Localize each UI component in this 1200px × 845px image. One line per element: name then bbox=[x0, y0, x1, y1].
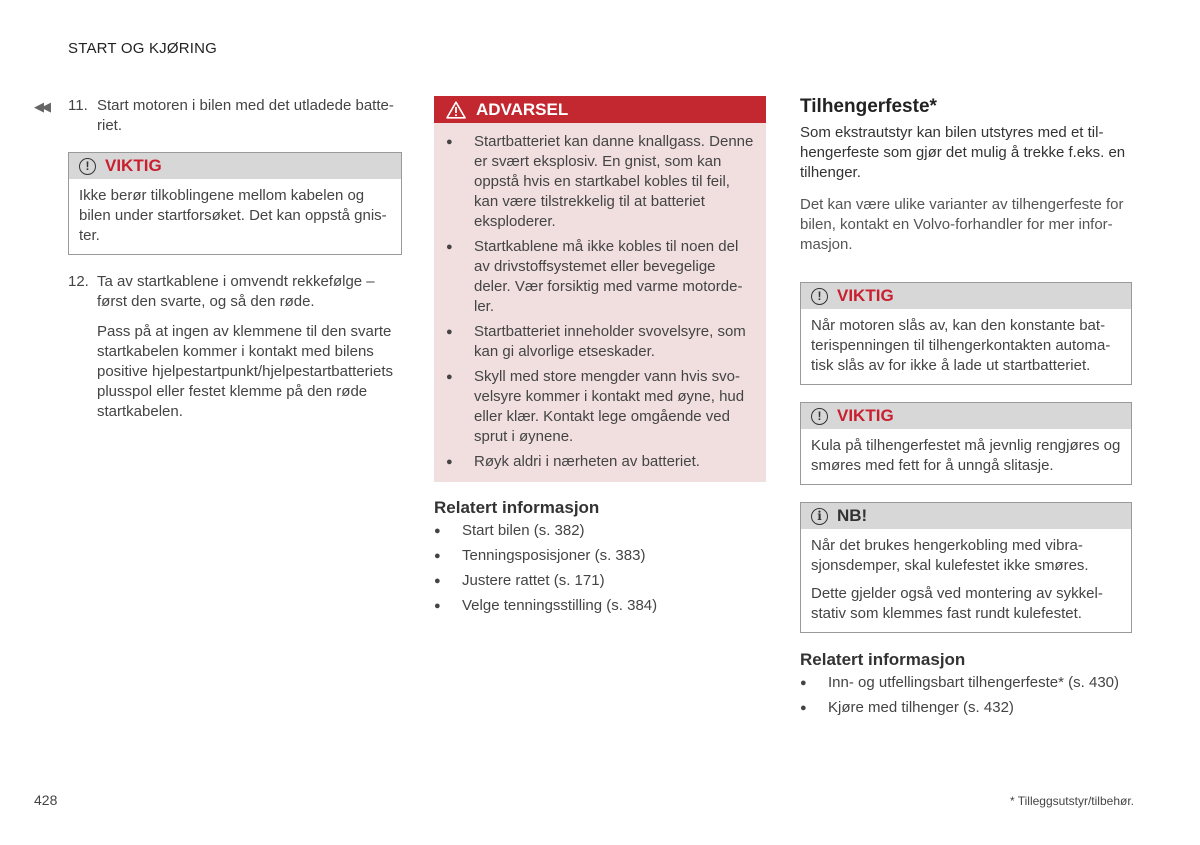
list-item: ● Startkablene må ikke kobles til noen del av drivstoffsystemet eller bevegelige deler. Vær forsiktig med varme motordeler. bbox=[446, 238, 743, 315]
exclamation-circle-icon: ! bbox=[811, 288, 828, 305]
related-info-list bbox=[434, 521, 766, 616]
page-number: 428 bbox=[34, 792, 58, 808]
important-label: VIKTIG bbox=[105, 156, 162, 175]
related-link[interactable]: ● Kjøre med tilhenger (s. 432) bbox=[800, 699, 1014, 716]
warning-label: ADVARSEL bbox=[476, 99, 569, 119]
step-number: 11. bbox=[68, 97, 88, 114]
bullet-icon: ● bbox=[800, 677, 807, 689]
step-number: 12. bbox=[68, 273, 89, 290]
related-info bbox=[434, 498, 766, 616]
bullet-icon: ● bbox=[434, 550, 441, 562]
related-link[interactable]: ● Start bilen (s. 382) bbox=[434, 522, 585, 539]
warning-box-header bbox=[434, 96, 766, 123]
list-item: ● Skyll med store mengder vann hvis svovelsyre kommer i kontakt med øyne, hud eller klær. Kontakt lege omgående ved sprut i øynene. bbox=[446, 368, 745, 445]
warning-triangle-icon bbox=[446, 101, 466, 119]
important-box bbox=[68, 152, 402, 255]
step-11 bbox=[34, 96, 404, 136]
note-box-header bbox=[801, 503, 1131, 529]
column-left bbox=[34, 96, 404, 422]
important-box bbox=[800, 282, 1132, 385]
bullet-icon: ● bbox=[446, 241, 453, 253]
section-header: START OG KJØRING bbox=[68, 40, 218, 57]
list-item: ● Røyk aldri i nærheten av batteriet. bbox=[446, 453, 700, 470]
exclamation-circle-icon: ! bbox=[811, 408, 828, 425]
important-text: Når motoren slås av, kan den konstante batterispenningen til tilhengerkontakten automatisk slås av for ikke å lade ut startbatteriet. bbox=[811, 317, 1111, 374]
bullet-icon: ● bbox=[434, 575, 441, 587]
related-link[interactable]: ● Justere rattet (s. 171) bbox=[434, 572, 605, 589]
important-box-header bbox=[801, 403, 1131, 429]
warning-box bbox=[434, 96, 766, 482]
step-text: Ta av startkablene i omvendt rekkefølge – først den svarte, og så den røde. bbox=[97, 273, 375, 310]
exclamation-circle-icon: ! bbox=[79, 158, 96, 175]
important-text: Ikke berør tilkoblingene mellom kabelen og bilen under startforsøket. Det kan oppstå gnister. bbox=[79, 187, 387, 244]
important-box-header bbox=[801, 283, 1131, 309]
related-info bbox=[800, 650, 1132, 718]
note-box-body bbox=[801, 529, 1131, 632]
bullet-icon: ● bbox=[446, 371, 453, 383]
important-text: Kula på tilhengerfestet må jevnlig rengjøres og smøres med fett for å unngå slitasje. bbox=[811, 437, 1121, 474]
related-link[interactable]: ● Inn- og utfellingsbart tilhengerfeste* (s. 430) bbox=[800, 674, 1119, 691]
info-circle-icon: i bbox=[811, 508, 828, 525]
list-item: ● Startbatteriet inneholder svovelsyre, som kan gi alvorlige etseskader. bbox=[446, 323, 746, 360]
related-link[interactable]: ● Tenningsposisjoner (s. 383) bbox=[434, 547, 646, 564]
note-text: Når det brukes hengerkobling med vibrasjonsdemper, skal kulefestet ikke smøres. bbox=[811, 537, 1089, 574]
bullet-icon: ● bbox=[446, 326, 453, 338]
related-info-list bbox=[800, 673, 1132, 718]
continued-icon: ◀◀ bbox=[34, 99, 48, 114]
intro-paragraph: Som ekstrautstyr kan bilen utstyres med et tilhengerfeste som gjør det mulig å trekke f.eks. en tilhenger. bbox=[800, 124, 1126, 181]
important-box-header bbox=[69, 153, 401, 179]
step-text: Start motoren i bilen med det utladede batteriet. bbox=[97, 97, 394, 134]
bullet-icon: ● bbox=[434, 600, 441, 612]
important-box bbox=[800, 402, 1132, 485]
footnote: * Tilleggsutstyr/tilbehør. bbox=[1009, 794, 1134, 808]
section-title: Tilhengerfeste* bbox=[800, 96, 937, 117]
step-12-note: Pass på at ingen av klemmene til den svarte startkabelen kommer i kontakt med bilens positive hjelpestartpunkt/hjelpestartbatteriets plusspol eller festet klemme på den røde startkabelen. bbox=[97, 323, 394, 420]
note-label: NB! bbox=[837, 506, 868, 525]
bullet-icon: ● bbox=[446, 136, 453, 148]
important-box-body bbox=[801, 429, 1131, 484]
column-middle bbox=[434, 96, 766, 616]
list-item: ● Startbatteriet kan danne knallgass. Denne er svært eksplosiv. En gnist, som kan oppstå hvis en startkabel kobles til feil, kan være tilstrekkelig til at batteriet eksploderer. bbox=[446, 133, 754, 230]
column-right bbox=[800, 96, 1132, 718]
related-info-title: Relatert informasjon bbox=[800, 650, 966, 669]
important-box-body bbox=[69, 179, 401, 254]
bullet-icon: ● bbox=[800, 702, 807, 714]
info-paragraph: Det kan være ulike varianter av tilhengerfeste for bilen, kontakt en Volvo-forhandler for mer informasjon. bbox=[800, 196, 1124, 253]
bullet-icon: ● bbox=[446, 456, 453, 468]
important-label: VIKTIG bbox=[837, 406, 894, 425]
important-label: VIKTIG bbox=[837, 286, 894, 305]
note-text: Dette gjelder også ved montering av sykkelstativ som klemmes fast rundt kulefestet. bbox=[811, 585, 1103, 622]
note-box bbox=[800, 502, 1132, 633]
step-12 bbox=[34, 272, 404, 312]
warning-list bbox=[434, 123, 766, 482]
related-info-title: Relatert informasjon bbox=[434, 498, 600, 517]
related-link[interactable]: ● Velge tenningsstilling (s. 384) bbox=[434, 597, 658, 614]
important-box-body bbox=[801, 309, 1131, 384]
bullet-icon: ● bbox=[434, 525, 441, 537]
